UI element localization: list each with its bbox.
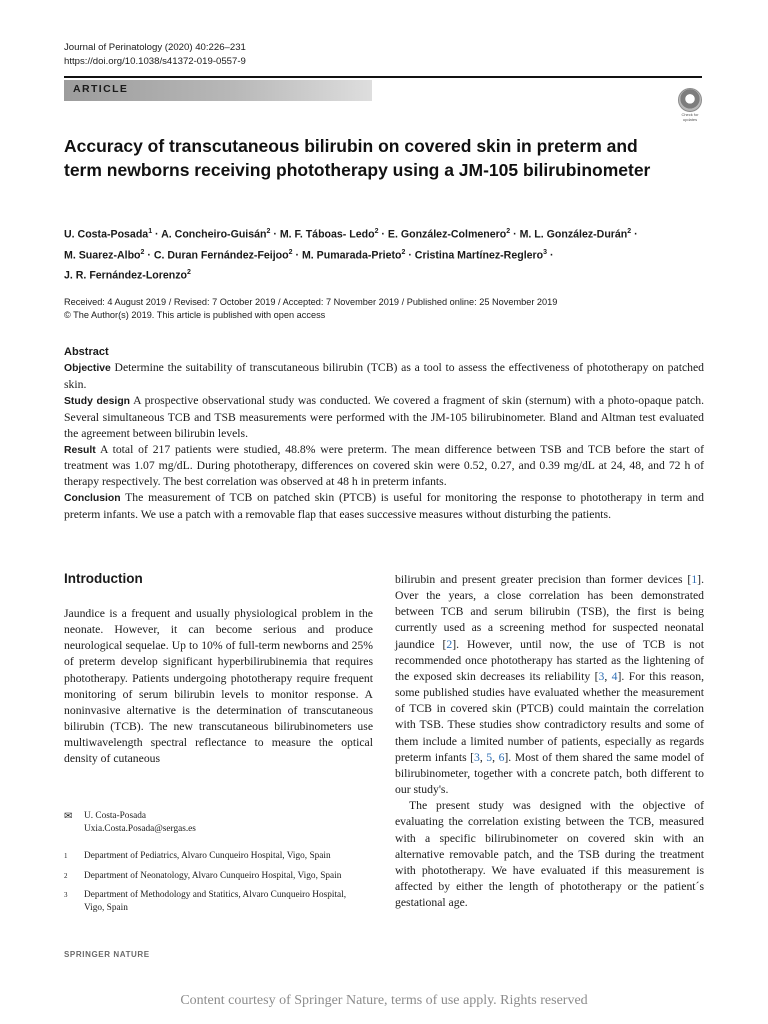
author-name[interactable]: M. Pumarada-Prieto [301, 249, 402, 262]
author-separator: · [270, 228, 280, 241]
author-affiliation: 2 [401, 248, 406, 256]
body-column-left [64, 570, 373, 768]
author-name[interactable]: U. Costa-Posada [64, 228, 149, 241]
citation-link[interactable]: 5 [486, 750, 493, 764]
abstract-text: Determine the suitability of transcutaneous bilirubin (TCB) as a tool to assess the effectiveness of phototherapy on patched skin. [64, 361, 705, 391]
doi-link[interactable]: https://doi.org/10.1038/s41372-019-0557-9 [64, 56, 246, 67]
envelope-icon: ✉ [64, 811, 73, 822]
author-affiliation: 2 [288, 248, 293, 256]
body-text: bilirubin and present greater precision than former devices [ [395, 573, 692, 586]
author-name[interactable]: M. Suarez-Albo [64, 249, 141, 262]
body-text: ]. Most of them shared the same model of bilirubinometer, together with a concrete patch, both different to our study's. [395, 750, 705, 797]
author-affiliation: 2 [187, 269, 191, 277]
author-name[interactable]: E. González-Colmenero [387, 228, 507, 241]
author-name[interactable]: M. F. Táboas- Ledo [279, 228, 375, 241]
author-name[interactable]: M. L. González-Durán [519, 228, 628, 241]
journal-header [64, 41, 246, 69]
affiliation-text: Department of Pediatrics, Alvaro Cunqueiro Hospital, Vigo, Spain [84, 851, 331, 861]
body-text: , [604, 669, 612, 683]
affiliation-note [64, 889, 384, 914]
abstract-objective [64, 360, 704, 393]
date-history: Received: 4 August 2019 / Revised: 7 October 2019 / Accepted: 7 November 2019 / Published online: 25 November 2019 [64, 297, 558, 307]
abstract-label: Conclusion [64, 493, 121, 505]
body-text: , [479, 750, 487, 764]
author-line-1 [64, 223, 714, 244]
author-separator: · [378, 228, 388, 241]
article-type-label: ARTICLE [73, 83, 129, 95]
affiliation-number: 2 [64, 871, 68, 880]
citation-link[interactable]: 3 [474, 750, 480, 764]
correspondence-email[interactable]: Uxia.Costa.Posada@sergas.es [84, 823, 196, 834]
abstract-text: The measurement of TCB on patched skin (PTCB) is useful for monitoring the response to phototherapy in term and preterm infants. We use a patch with a removable flap that eases successive measures without disturbing the patients. [64, 491, 704, 522]
abstract-conclusion [64, 490, 704, 523]
citation-link[interactable]: 3 [598, 669, 605, 683]
publication-dates [64, 296, 557, 322]
affiliation-number: 1 [64, 852, 68, 860]
introduction-paragraph: Jaundice is a frequent and usually physiological problem in the neonate. However, it can become serious and produce neurological sequelae. Up to 10% of full-term newborns and 25% of preterm develop significant hyperbilirubinemia that requires phototherapy. Patients undergoing phototherapy require frequent monitoring of serum bilirubin levels to monitor response. A noninvasive alternative is the determination of transcutaneous bilirubin (TCB). The new transcutaneous bilirubinometers use multiwavelength spectral reflectance to measure the optical density of cutaneous [64, 607, 373, 766]
author-separator: · [152, 228, 162, 241]
affiliation-note [64, 850, 384, 863]
body-text: , [492, 750, 499, 764]
citation-link[interactable]: 4 [611, 669, 618, 683]
check-updates-icon [678, 88, 702, 112]
author-separator: · [510, 228, 520, 241]
article-title: Accuracy of transcutaneous bilirubin on covered skin in preterm and term newborns receiving phototherapy using a JM-105 bilirubinometer [64, 136, 651, 180]
affiliation-number: 3 [64, 891, 68, 899]
check-updates-label: Check for updates [681, 112, 699, 122]
author-separator: · [631, 228, 638, 241]
abstract-label: Result [64, 444, 96, 456]
introduction-paragraph-objective: The present study was designed with the objective of evaluating the correlation existing between the TCB, measured with a specific bilirubinometer on covered skin with an alternative removable patch, and the TSB during the treatment with phototherapy. We have evaluated if this measurement is affected by either the length of phototherapy or the patient´s gestational age. [395, 799, 704, 910]
author-affiliation: 2 [627, 228, 632, 235]
affiliation-text: Department of Methodology and Statitics, Alvaro Cunqueiro Hospital, Vigo, Spain [84, 890, 347, 913]
abstract-heading: Abstract [64, 346, 109, 358]
citation-link[interactable]: 6 [498, 750, 505, 764]
article-type-band [64, 80, 372, 101]
author-affiliation: 2 [266, 228, 271, 235]
citation-link[interactable]: 2 [446, 637, 453, 651]
affiliation-text: Department of Neonatology, Alvaro Cunqueiro Hospital, Vigo, Spain [84, 870, 342, 881]
author-name[interactable]: A. Concheiro-Guisán [161, 228, 267, 241]
author-name[interactable]: J. R. Fernández-Lorenzo [64, 269, 188, 282]
correspondence-note [64, 810, 384, 835]
body-text: ]. For this reason, some published studies have evaluated whether the measurement of TCB in covered skin (PTCB) could maintain the correlation with TSB. These studies show contradictory results and some of them include a limited number of patients, especially as regards preterm infants [ [395, 669, 705, 764]
abstract-label: Study design [64, 395, 131, 407]
author-separator: · [405, 249, 415, 262]
abstract-result [64, 442, 704, 491]
author-affiliation: 1 [148, 228, 153, 235]
author-list [64, 223, 714, 285]
author-affiliation: 2 [374, 228, 379, 235]
publisher-logo: SPRINGER NATURE [64, 950, 150, 959]
abstract-text: A prospective observational study was conducted. We covered a fragment of skin (sternum) with a photo-opaque patch. Several simultaneous TCB and TSB measurements were performed with the JM-105 bilirubinometer. Bland and Altman test evaluated the agreement between bilirubin levels. [64, 393, 704, 440]
author-line-2 [64, 244, 714, 265]
introduction-paragraph-continued [395, 572, 704, 798]
author-affiliation: 2 [140, 248, 145, 256]
author-line-3 [64, 264, 714, 285]
journal-citation: Journal of Perinatology (2020) 40:226–231 [64, 42, 246, 53]
author-name[interactable]: Cristina Martínez-Reglero [414, 249, 544, 262]
abstract [64, 346, 704, 523]
body-text: ]. However, until now, the use of TCB is not recommended once phototherapy has started as the lightening of the exposed skin decreases its reliability [ [395, 637, 704, 683]
courtesy-notice: Content courtesy of Springer Nature, terms of use apply. Rights reserved [180, 993, 588, 1008]
author-separator: · [292, 249, 302, 262]
author-separator: · [547, 249, 554, 262]
abstract-text: A total of 217 patients were studied, 48.8% were preterm. The mean difference between TSB and TCB before the start of treatment was 1.07 mg/dL. During phototherapy, differences on covered skin were 0.52, 0.27, and 0.39 mg/dL at 24, 48, and 72 h of therapy respectively. The best correlation was observed at 48 h in preterm infants. [64, 442, 704, 489]
author-name[interactable]: C. Duran Fernández-Feijoo [153, 249, 289, 262]
author-affiliation: 3 [543, 248, 548, 256]
author-separator: · [144, 249, 154, 262]
correspondence-name: U. Costa-Posada [84, 811, 146, 821]
footnotes [64, 810, 384, 921]
body-column-right [395, 572, 704, 911]
affiliation-note [64, 870, 384, 883]
citation-link[interactable]: 1 [691, 573, 698, 586]
abstract-study-design [64, 393, 704, 442]
author-affiliation: 2 [506, 228, 511, 235]
body-text: ]. Over the years, a close correlation has been demonstrated between TCB and serum bilirubin (TSB), the first is being currently used as a screening method for suspected neonatal jaundice [ [395, 573, 704, 651]
check-for-updates-badge[interactable] [676, 88, 704, 122]
license-line: © The Author(s) 2019. This article is published with open access [64, 310, 326, 320]
abstract-label: Objective [64, 363, 111, 374]
header-rule [64, 76, 702, 78]
introduction-heading: Introduction [64, 571, 143, 586]
